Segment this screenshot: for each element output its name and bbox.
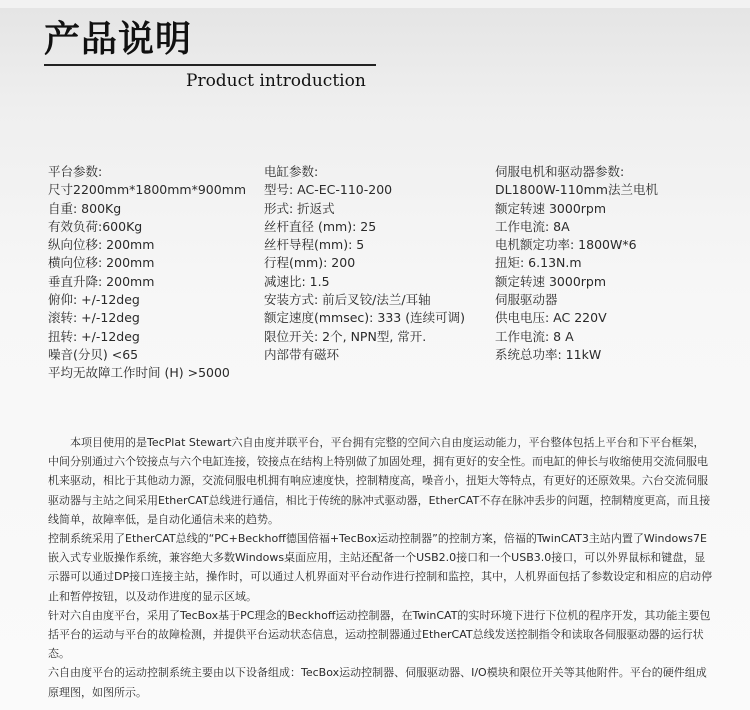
cylinder-param-heading: 电缸参数: [264, 164, 319, 179]
cylinder-param-item: 内部带有磁环 [264, 346, 340, 362]
cylinder-param-item: 型号: AC-EC-110-200 [264, 182, 393, 198]
platform-param-item: 有效负荷:600Kg [48, 218, 143, 234]
servo-param-item: 供电电压: AC 220V [495, 310, 607, 326]
cylinder-params [264, 163, 465, 364]
cylinder-param-item: 额定速度(mmsec): 333 (连续可调) [264, 310, 465, 326]
description-paragraph-3: 针对六自由度平台，采用了TecBox基于PC理念的Beckhoff运动控制器，在TwinCAT的实时环境下进行下位机的程序开发，其功能主要包括平台的运动与平台的故障检测，并提供平台运动状态信息，运动控制器通过EtherCAT总线发送控制指令和读取各伺服驱动器的运行状态。 [48, 608, 711, 661]
cylinder-param-item: 限位开关: 2个, NPN型, 常开. [264, 328, 427, 344]
platform-param-item: 滚转: +/-12deg [48, 310, 140, 326]
cylinder-param-item: 减速比: 1.5 [264, 273, 330, 289]
cylinder-param-item: 行程(mm): 200 [264, 255, 356, 271]
cylinder-param-item: 丝杆导程(mm): 5 [264, 237, 365, 253]
description-paragraph-2: 控制系统采用了EtherCAT总线的“PC+Beckhoff德国倍福+TecBox运动控制器”的控制方案，倍福的TwinCAT3主站内置了Windows7E嵌入式专业版操作系统，兼容绝大多数Windows桌面应用，主站还配备一个USB2.0接口和一个USB3.0接口，可以外界鼠标和键盘，显示器可以通过DP接口连接主站，操作时，可以通过人机界面对平台动作进行控制和监控，其中，人机界面包括了参数设定和相应的启动停止和暂停按钮，以及动作进度的显示区域。 [48, 532, 713, 603]
cylinder-param-item: 安装方式: 前后叉铰/法兰/耳轴 [264, 292, 431, 308]
servo-param-item: 系统总功率: 11kW [495, 346, 602, 362]
servo-param-item: 伺服驱动器 [495, 292, 558, 308]
platform-param-heading: 平台参数: [48, 164, 103, 179]
platform-param-item: 尺寸2200mm*1800mm*900mm [48, 182, 247, 198]
platform-param-item: 纵向位移: 200mm [48, 237, 155, 253]
page-title: 产品说明 [44, 19, 193, 60]
servo-param-item: DL1800W-110mm法兰电机 [495, 182, 658, 198]
section-header [0, 8, 750, 108]
platform-param-item: 扭转: +/-12deg [48, 328, 140, 344]
platform-param-item: 噪音(分贝) <65 [48, 346, 139, 362]
platform-param-item: 俯仰: +/-12deg [48, 292, 140, 308]
servo-param-item: 工作电流: 8A [495, 218, 570, 234]
servo-param-heading: 伺服电机和驱动器参数: [495, 164, 625, 179]
title-underline [44, 64, 376, 66]
servo-param-item: 电机额定功率: 1800W*6 [495, 237, 637, 253]
platform-param-item: 垂直升降: 200mm [48, 273, 155, 289]
platform-param-item: 自重: 800Kg [48, 200, 122, 216]
servo-param-item: 扭矩: 6.13N.m [495, 255, 582, 271]
platform-params [48, 163, 246, 383]
servo-param-item: 额定转速 3000rpm [495, 200, 607, 216]
description [48, 433, 714, 702]
description-paragraph-1: 本项目使用的是TecPlat Stewart六自由度并联平台，平台拥有完整的空间六自由度运动能力，平台整体包括上平台和下平台框架，中间分别通过六个铰接点与六个电缸连接，铰接点在结构上特别做了加固处理，拥有更好的安全性。而电缸的伸长与收缩使用交流伺服电机来驱动，相比于其他动力源，交流伺服电机拥有响应速度快，控制精度高，噪音小，扭矩大等特点，有更好的还原效果。六台交流伺服驱动器与主站之间采用EtherCAT总线进行通信，相比于传统的脉冲式驱动器，EtherCAT不存在脉冲丢步的问题，控制精度更高，而且接线简单，故障率低，是自动化通信未来的趋势。 [48, 436, 711, 526]
servo-param-item: 额定转速 3000rpm [495, 273, 607, 289]
platform-param-item: 横向位移: 200mm [48, 255, 155, 271]
cylinder-param-item: 丝杆直径 (mm): 25 [264, 218, 377, 234]
platform-param-item: 平均无故障工作时间 (H) >5000 [48, 365, 230, 381]
servo-param-item: 工作电流: 8 A [495, 328, 574, 344]
page-subtitle: Product introduction [186, 71, 366, 91]
description-paragraph-4: 六自由度平台的运动控制系统主要由以下设备组成：TecBox运动控制器、伺服驱动器、I/O模块和限位开关等其他附件。平台的硬件组成原理图，如图所示。 [48, 666, 707, 699]
cylinder-param-item: 形式: 折返式 [264, 200, 335, 216]
servo-params [495, 163, 658, 364]
top-rule [0, 0, 750, 8]
